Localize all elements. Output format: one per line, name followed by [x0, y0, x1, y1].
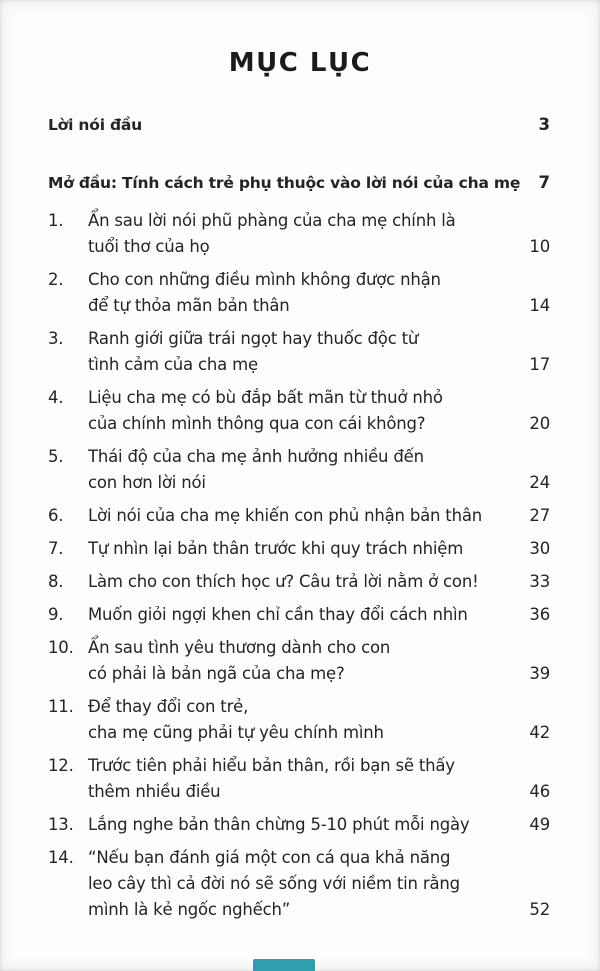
toc-entry [48, 694, 550, 746]
entry-title: Ẩn sau lời nói phũ phàng của cha mẹ chính là tuổi thơ của họ [88, 211, 456, 256]
entry-number: 8. [48, 572, 64, 591]
entry-page-number: 49 [529, 815, 550, 834]
entry-title: Lời nói của cha mẹ khiến con phủ nhận bản thân [88, 506, 483, 525]
entry-title: Để thay đổi con trẻ, cha mẹ cũng phải tự yêu chính mình [88, 697, 384, 742]
entry-page-number: 33 [529, 572, 550, 591]
toc-front-matter [48, 112, 550, 196]
toc-entry [48, 208, 550, 260]
entry-number: 10. [48, 638, 74, 657]
entry-page-number: 39 [529, 664, 550, 683]
entry-page-number: 20 [529, 414, 550, 433]
toc-chapter-list [48, 208, 550, 923]
entry-number: 11. [48, 697, 74, 716]
toc-entry [48, 845, 550, 923]
front-entry-label: Lời nói đầu [48, 116, 143, 134]
entry-page-number: 14 [529, 296, 550, 315]
entry-number: 5. [48, 447, 64, 466]
toc-entry [48, 635, 550, 687]
entry-number: 1. [48, 211, 64, 230]
entry-title: Cho con những điều mình không được nhận để tự thỏa mãn bản thân [88, 270, 441, 315]
entry-number: 6. [48, 506, 64, 525]
entry-title: Trước tiên phải hiểu bản thân, rồi bạn sẽ thấy thêm nhiều điều [88, 756, 455, 801]
entry-number: 14. [48, 848, 74, 867]
front-entry-page-number: 3 [538, 115, 550, 134]
entry-number: 2. [48, 270, 64, 289]
entry-title: Làm cho con thích học ư? Câu trả lời nằm ở con! [88, 572, 479, 591]
toc-entry [48, 385, 550, 437]
table-of-contents [0, 78, 600, 923]
entry-number: 7. [48, 539, 64, 558]
toc-entry [48, 812, 550, 838]
page-title: MỤC LỤC [228, 48, 372, 78]
entry-page-number: 24 [529, 473, 550, 492]
entry-title: Ranh giới giữa trái ngọt hay thuốc độc từ tình cảm của cha mẹ [88, 329, 419, 374]
front-entry-label: Mở đầu: Tính cách trẻ phụ thuộc vào lời nói của cha mẹ [48, 174, 521, 192]
front-entry-page-number: 7 [538, 173, 550, 192]
toc-entry [48, 444, 550, 496]
entry-page-number: 10 [529, 237, 550, 256]
entry-title: Liệu cha mẹ có bù đắp bất mãn từ thuở nhỏ của chính mình thông qua con cái không? [88, 388, 443, 433]
toc-entry [48, 503, 550, 529]
entry-title: Thái độ của cha mẹ ảnh hưởng nhiều đến con hơn lời nói [88, 447, 424, 492]
entry-number: 3. [48, 329, 64, 348]
toc-entry [48, 602, 550, 628]
entry-title: Tự nhìn lại bản thân trước khi quy trách nhiệm [88, 539, 464, 558]
entry-title: Muốn giỏi ngợi khen chỉ cần thay đổi cách nhìn [88, 605, 468, 624]
toc-entry [48, 326, 550, 378]
entry-page-number: 36 [529, 605, 550, 624]
entry-number: 9. [48, 605, 64, 624]
entry-title: Lắng nghe bản thân chừng 5-10 phút mỗi ngày [88, 815, 470, 834]
entry-page-number: 17 [529, 355, 550, 374]
entry-number: 4. [48, 388, 64, 407]
toc-entry [48, 569, 550, 595]
entry-page-number: 30 [529, 539, 550, 558]
entry-title: “Nếu bạn đánh giá một con cá qua khả năng leo cây thì cả đời nó sẽ sống với niềm tin rằng mình là kẻ ngốc nghếch” [88, 848, 460, 919]
entry-page-number: 46 [529, 782, 550, 801]
toc-entry [48, 267, 550, 319]
entry-page-number: 42 [529, 723, 550, 742]
entry-page-number: 27 [529, 506, 550, 525]
page-bottom-mark [253, 959, 315, 971]
entry-number: 13. [48, 815, 74, 834]
toc-entry [48, 536, 550, 562]
entry-title: Ẩn sau tình yêu thương dành cho con có phải là bản ngã của cha mẹ? [88, 638, 391, 683]
toc-entry [48, 753, 550, 805]
entry-number: 12. [48, 756, 74, 775]
toc-front-entry [48, 170, 550, 196]
entry-page-number: 52 [529, 900, 550, 919]
toc-front-entry [48, 112, 550, 138]
